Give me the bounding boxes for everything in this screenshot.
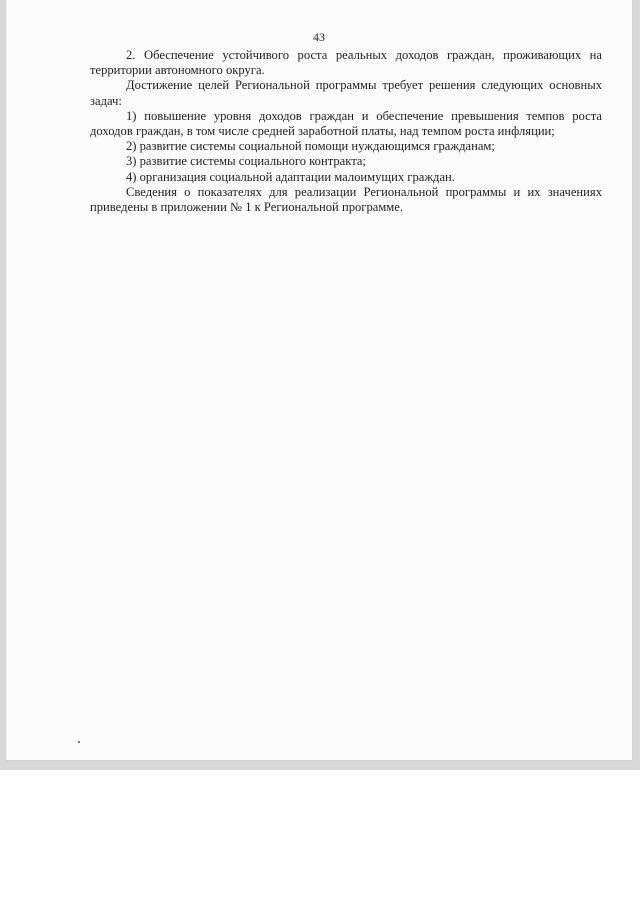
- paragraph-task-3: 3) развитие системы социального контракта;: [126, 154, 366, 169]
- scan-speck: [78, 741, 80, 743]
- paragraph-task-2: 2) развитие системы социальной помощи нуждающимся гражданам;: [126, 139, 495, 154]
- paragraph-task-4: 4) организация социальной адаптации малоимущих граждан.: [126, 169, 455, 184]
- paragraph-tasks-intro: Достижение целей Региональной программы требует решения следующих основных задач:: [90, 78, 602, 108]
- paragraph-task-1: 1) повышение уровня доходов граждан и обеспечение превышения темпов роста доходов граждан, в том числе средней заработной платы, над темпом роста инфляции;: [90, 108, 602, 139]
- paragraph-indicators: Сведения о показателях для реализации Региональной программы и их значениях приведены в приложении № 1 к Региональной программе.: [90, 184, 602, 215]
- blank-margin: [0, 770, 640, 905]
- document-body: [90, 48, 602, 215]
- paragraph-goal-2: 2. Обеспечение устойчивого роста реальных доходов граждан, проживающих на территории автономного округа.: [90, 48, 602, 78]
- document-page: [6, 0, 632, 760]
- page-number: 43: [313, 30, 325, 44]
